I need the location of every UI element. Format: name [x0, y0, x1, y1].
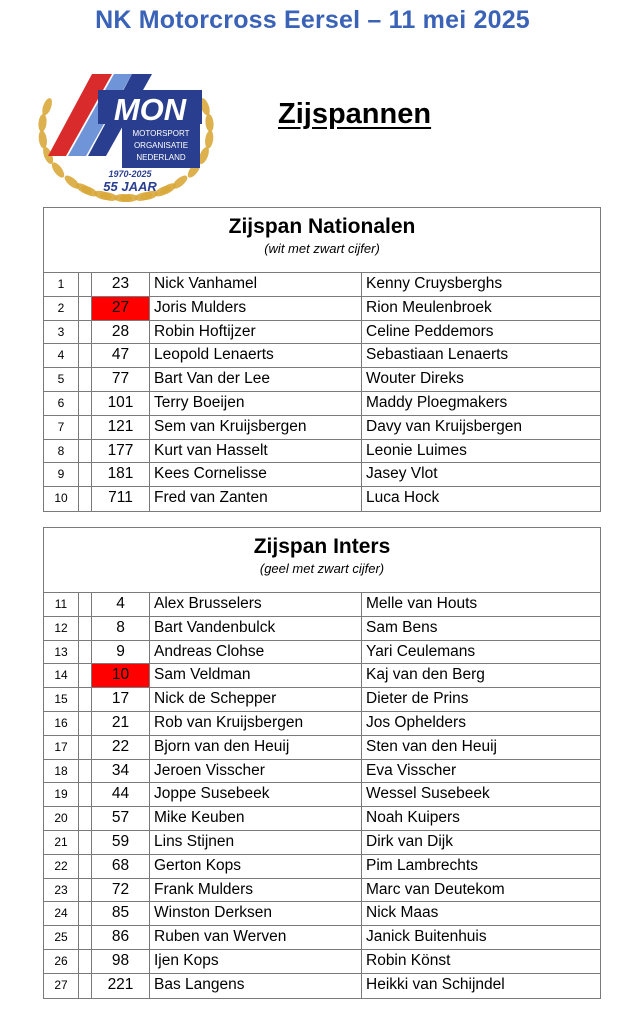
position-cell: 24 [44, 902, 79, 925]
spacer-cell [79, 617, 92, 640]
passenger-name-cell: Luca Hock [366, 489, 440, 507]
position-cell: 7 [44, 416, 79, 439]
driver-name-cell: Leopold Lenaerts [150, 344, 362, 367]
position-cell: 27 [44, 974, 79, 998]
table-row [44, 440, 600, 464]
driver-name-cell: Kees Cornelisse [150, 463, 362, 486]
table-row [44, 783, 600, 807]
table-row [44, 902, 600, 926]
position-cell: 12 [44, 617, 79, 640]
driver-name-cell: Alex Brusselers [150, 593, 362, 616]
position-cell: 22 [44, 855, 79, 878]
start-number-cell: 8 [92, 617, 150, 640]
section-inters [43, 527, 601, 999]
position-cell: 17 [44, 736, 79, 759]
position-cell: 13 [44, 641, 79, 664]
passenger-name-cell: Sebastiaan Lenaerts [366, 346, 509, 364]
passenger-name-cell: Noah Kuipers [366, 809, 460, 827]
position-cell: 3 [44, 321, 79, 344]
spacer-cell [79, 855, 92, 878]
svg-text:MON: MON [113, 92, 187, 127]
section-subtitle: (geel met zwart cijfer) [259, 561, 385, 576]
table-row [44, 831, 600, 855]
passenger-name-cell: Leonie Luimes [366, 441, 467, 459]
position-cell: 20 [44, 807, 79, 830]
svg-text:NEDERLAND: NEDERLAND [136, 153, 186, 162]
passenger-name-cell: Maddy Ploegmakers [366, 393, 508, 411]
table-row [44, 688, 600, 712]
start-number-cell: 23 [92, 273, 150, 296]
start-number-cell: 85 [92, 902, 150, 925]
passenger-name-cell: Janick Buitenhuis [366, 928, 487, 946]
spacer-cell [79, 902, 92, 925]
section-title: Zijspan Inters [253, 535, 391, 558]
driver-name-cell: Nick de Schepper [150, 688, 362, 711]
passenger-name-cell: Dirk van Dijk [366, 832, 453, 850]
spacer-cell [79, 783, 92, 806]
spacer-cell [79, 297, 92, 320]
driver-name-cell: Bas Langens [150, 974, 362, 998]
spacer-cell [79, 392, 92, 415]
section-nationalen [43, 207, 601, 512]
position-cell: 21 [44, 831, 79, 854]
start-number-cell: 44 [92, 783, 150, 806]
passenger-name-cell: Yari Ceulemans [366, 642, 476, 660]
spacer-cell [79, 321, 92, 344]
table-row [44, 950, 600, 974]
table-row [44, 879, 600, 903]
svg-text:ORGANISATIE: ORGANISATIE [133, 141, 189, 150]
spacer-cell [79, 807, 92, 830]
start-number-cell: 121 [92, 416, 150, 439]
table-row [44, 463, 600, 487]
passenger-name-cell: Celine Peddemors [366, 322, 494, 340]
table-row [44, 641, 600, 665]
table-row [44, 760, 600, 784]
start-number-cell: 10 [92, 664, 150, 687]
driver-name-cell: Fred van Zanten [150, 487, 362, 511]
start-number-cell: 98 [92, 950, 150, 973]
spacer-cell [79, 712, 92, 735]
start-number-cell: 72 [92, 879, 150, 902]
passenger-name-cell: Robin Könst [366, 951, 451, 969]
spacer-cell [79, 273, 92, 296]
spacer-cell [79, 831, 92, 854]
start-number-cell: 68 [92, 855, 150, 878]
position-cell: 25 [44, 926, 79, 949]
driver-name-cell: Sam Veldman [150, 664, 362, 687]
driver-name-cell: Gerton Kops [150, 855, 362, 878]
position-cell: 23 [44, 879, 79, 902]
spacer-cell [79, 879, 92, 902]
start-number-cell: 17 [92, 688, 150, 711]
entry-list [44, 273, 600, 511]
position-cell: 4 [44, 344, 79, 367]
table-row [44, 855, 600, 879]
position-cell: 14 [44, 664, 79, 687]
start-number-cell: 77 [92, 368, 150, 391]
table-row [44, 416, 600, 440]
start-number-cell: 27 [92, 297, 150, 320]
position-cell: 18 [44, 760, 79, 783]
table-row [44, 392, 600, 416]
passenger-name-cell: Rion Meulenbroek [366, 298, 492, 316]
table-row [44, 807, 600, 831]
passenger-name-cell: Wessel Susebeek [366, 785, 490, 803]
driver-name-cell: Joppe Susebeek [150, 783, 362, 806]
driver-name-cell: Kurt van Hasselt [150, 440, 362, 463]
driver-name-cell: Lins Stijnen [150, 831, 362, 854]
position-cell: 16 [44, 712, 79, 735]
spacer-cell [79, 926, 92, 949]
position-cell: 10 [44, 487, 79, 511]
position-cell: 6 [44, 392, 79, 415]
driver-name-cell: Winston Derksen [150, 902, 362, 925]
driver-name-cell: Jeroen Visscher [150, 760, 362, 783]
passenger-name-cell: Melle van Houts [366, 595, 478, 612]
spacer-cell [79, 641, 92, 664]
passenger-name-cell: Kenny Cruysberghs [366, 275, 503, 292]
position-cell: 2 [44, 297, 79, 320]
start-number-cell: 181 [92, 463, 150, 486]
table-row [44, 974, 600, 998]
svg-text:1970-2025: 1970-2025 [108, 169, 152, 179]
start-number-cell: 28 [92, 321, 150, 344]
start-number-cell: 711 [92, 487, 150, 511]
driver-name-cell: Bart Vandenbulck [150, 617, 362, 640]
table-row [44, 617, 600, 641]
position-cell: 11 [44, 593, 79, 616]
driver-name-cell: Bjorn van den Heuij [150, 736, 362, 759]
spacer-cell [79, 950, 92, 973]
table-row [44, 926, 600, 950]
section-title: Zijspan Nationalen [228, 215, 416, 238]
spacer-cell [79, 593, 92, 616]
position-cell: 26 [44, 950, 79, 973]
start-number-cell: 221 [92, 974, 150, 998]
section-header [44, 528, 600, 593]
driver-name-cell: Terry Boeijen [150, 392, 362, 415]
start-number-cell: 101 [92, 392, 150, 415]
driver-name-cell: Robin Hoftijzer [150, 321, 362, 344]
event-title: NK Motorcross Eersel – 11 mei 2025 [95, 6, 530, 34]
passenger-name-cell: Pim Lambrechts [366, 856, 478, 874]
spacer-cell [79, 760, 92, 783]
start-number-cell: 4 [92, 593, 150, 616]
table-row [44, 297, 600, 321]
table-row [44, 664, 600, 688]
spacer-cell [79, 416, 92, 439]
table-row [44, 368, 600, 392]
spacer-cell [79, 736, 92, 759]
spacer-cell [79, 344, 92, 367]
spacer-cell [79, 664, 92, 687]
position-cell: 8 [44, 440, 79, 463]
start-number-cell: 59 [92, 831, 150, 854]
driver-name-cell: Mike Keuben [150, 807, 362, 830]
driver-name-cell: Ruben van Werven [150, 926, 362, 949]
position-cell: 15 [44, 688, 79, 711]
driver-name-cell: Frank Mulders [150, 879, 362, 902]
passenger-name-cell: Sten van den Heuij [366, 737, 497, 755]
start-number-cell: 21 [92, 712, 150, 735]
driver-name-cell: Andreas Clohse [150, 641, 362, 664]
passenger-name-cell: Sam Bens [366, 618, 438, 636]
category-title: Zijspannen [278, 98, 432, 130]
position-cell: 1 [44, 273, 79, 296]
passenger-name-cell: Marc van Deutekom [366, 880, 505, 898]
passenger-name-cell: Kaj van den Berg [366, 666, 485, 684]
start-number-cell: 57 [92, 807, 150, 830]
driver-name-cell: Nick Vanhamel [150, 273, 362, 296]
table-row [44, 321, 600, 345]
passenger-name-cell: Eva Visscher [366, 761, 457, 779]
table-row [44, 344, 600, 368]
table-row [44, 593, 600, 617]
driver-name-cell: Joris Mulders [150, 297, 362, 320]
position-cell: 5 [44, 368, 79, 391]
svg-text:55 JAAR: 55 JAAR [103, 179, 157, 194]
entry-list [44, 593, 600, 998]
start-number-cell: 34 [92, 760, 150, 783]
table-row [44, 736, 600, 760]
mon-logo [34, 56, 218, 202]
driver-name-cell: Bart Van der Lee [150, 368, 362, 391]
table-row [44, 712, 600, 736]
passenger-name-cell: Heikki van Schijndel [366, 975, 505, 993]
passenger-name-cell: Davy van Kruijsbergen [366, 417, 522, 435]
spacer-cell [79, 487, 92, 511]
driver-name-cell: Ijen Kops [150, 950, 362, 973]
start-number-cell: 177 [92, 440, 150, 463]
table-row [44, 487, 600, 511]
start-number-cell: 86 [92, 926, 150, 949]
driver-name-cell: Sem van Kruijsbergen [150, 416, 362, 439]
passenger-name-cell: Dieter de Prins [366, 690, 469, 708]
driver-name-cell: Rob van Kruijsbergen [150, 712, 362, 735]
spacer-cell [79, 463, 92, 486]
spacer-cell [79, 688, 92, 711]
start-number-cell: 9 [92, 641, 150, 664]
passenger-name-cell: Nick Maas [366, 904, 439, 922]
passenger-name-cell: Jasey Vlot [366, 465, 438, 483]
passenger-name-cell: Jos Ophelders [366, 713, 466, 731]
section-header [44, 208, 600, 273]
start-number-cell: 47 [92, 344, 150, 367]
table-row [44, 273, 600, 297]
start-number-cell: 22 [92, 736, 150, 759]
spacer-cell [79, 440, 92, 463]
passenger-name-cell: Wouter Direks [366, 370, 464, 388]
spacer-cell [79, 368, 92, 391]
position-cell: 19 [44, 783, 79, 806]
position-cell: 9 [44, 463, 79, 486]
spacer-cell [79, 974, 92, 998]
section-subtitle: (wit met zwart cijfer) [264, 241, 380, 256]
svg-text:MOTORSPORT: MOTORSPORT [132, 129, 190, 138]
